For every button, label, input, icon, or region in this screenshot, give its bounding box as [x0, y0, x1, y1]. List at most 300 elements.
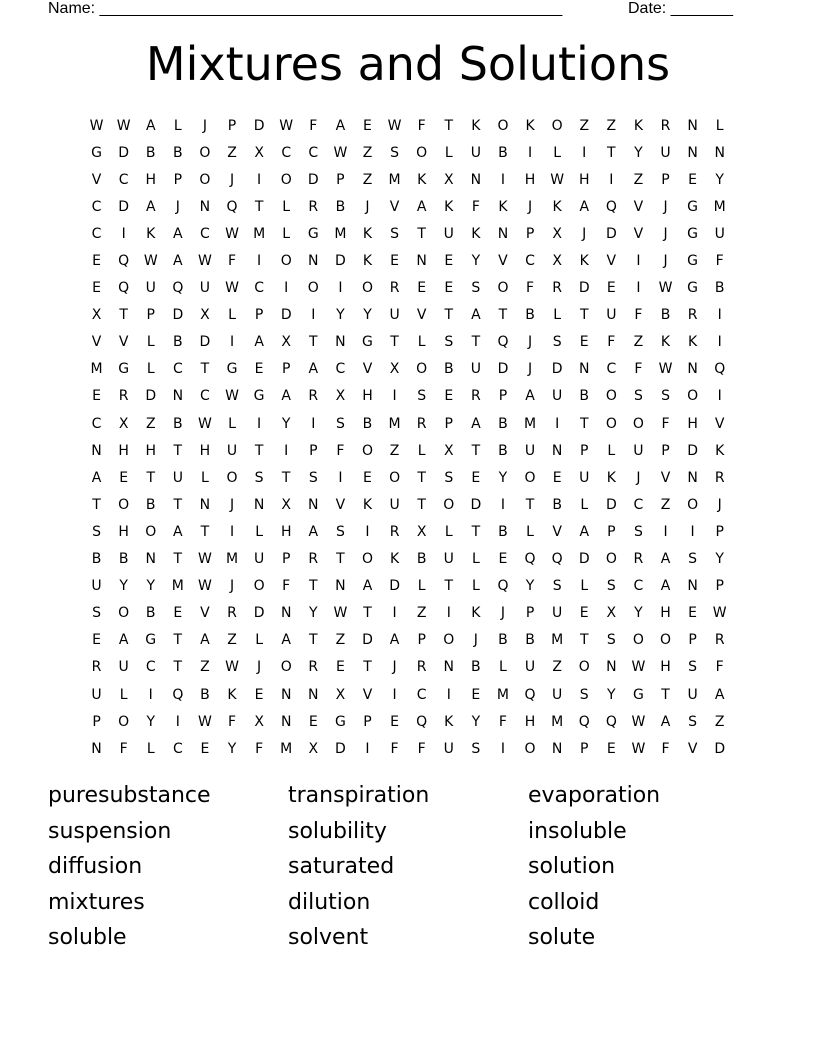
grid-letter: P — [173, 171, 183, 188]
grid-letter: C — [254, 280, 264, 297]
grid-letter: O — [660, 632, 672, 649]
grid-letter: I — [717, 334, 722, 351]
grid-letter: W — [550, 171, 565, 188]
grid-letter: S — [254, 469, 264, 486]
grid-letter: E — [363, 469, 372, 486]
grid-letter: Z — [227, 144, 237, 161]
grid-letter: U — [253, 551, 265, 568]
grid-letter: D — [199, 334, 211, 351]
grid-letter: Z — [362, 171, 373, 188]
grid-letter: O — [280, 253, 292, 270]
grid-letter: K — [471, 117, 481, 134]
grid-letter: C — [633, 496, 644, 513]
grid-letter: E — [444, 280, 454, 297]
grid-letter: W — [712, 605, 727, 622]
grid-letter: V — [606, 253, 617, 270]
grid-letter: O — [226, 469, 238, 486]
grid-letter: S — [417, 388, 427, 405]
grid-letter: A — [308, 361, 319, 378]
grid-letter: H — [145, 442, 156, 459]
grid-letter: S — [390, 144, 400, 161]
grid-letter: I — [284, 442, 289, 459]
grid-letter: K — [715, 442, 725, 459]
grid-letter: Q — [497, 334, 509, 351]
grid-letter: L — [228, 307, 236, 324]
grid-letter: R — [633, 551, 644, 568]
grid-letter: N — [687, 469, 698, 486]
grid-letter: K — [579, 253, 589, 270]
grid-letter: I — [500, 496, 506, 513]
grid-letter: I — [229, 334, 235, 351]
grid-letter: X — [443, 171, 454, 188]
grid-letter: C — [525, 253, 535, 270]
grid-letter: A — [173, 523, 183, 540]
grid-letter: D — [172, 307, 184, 324]
grid-letter: E — [471, 686, 481, 703]
grid-letter: Z — [714, 713, 725, 730]
grid-letter: T — [309, 578, 318, 595]
grid-letter: E — [363, 117, 372, 134]
grid-letter: N — [497, 225, 509, 242]
grid-letter: H — [280, 523, 292, 540]
grid-letter: T — [309, 632, 318, 649]
grid-letter: F — [227, 253, 237, 270]
grid-letter: O — [280, 659, 292, 676]
grid-letter: V — [362, 361, 373, 378]
grid-letter: N — [199, 496, 211, 513]
grid-letter: Q — [524, 551, 536, 568]
grid-letter: Z — [389, 442, 400, 459]
grid-letter: U — [91, 686, 102, 703]
grid-letter: L — [580, 578, 589, 595]
grid-letter: S — [633, 388, 643, 405]
grid-letter: P — [688, 632, 697, 649]
grid-letter: P — [444, 415, 453, 432]
grid-letter: L — [228, 415, 236, 432]
grid-letter: O — [497, 280, 509, 297]
grid-letter: B — [416, 551, 427, 568]
grid-letter: I — [257, 415, 262, 432]
grid-letter: I — [690, 523, 695, 540]
grid-letter: F — [498, 713, 507, 730]
grid-letter: L — [417, 442, 426, 459]
grid-letter: K — [444, 198, 454, 215]
grid-letter: B — [525, 632, 535, 649]
grid-letter: N — [687, 361, 698, 378]
grid-letter: K — [417, 171, 427, 188]
grid-letter: W — [198, 551, 212, 568]
grid-letter: U — [172, 469, 183, 486]
grid-letter: P — [227, 117, 237, 134]
word-list-item: soluble — [48, 925, 127, 951]
grid-letter: K — [362, 225, 373, 242]
grid-letter: O — [361, 280, 373, 297]
grid-letter: P — [309, 442, 318, 459]
grid-letter: F — [119, 740, 128, 757]
grid-letter: E — [92, 280, 101, 297]
grid-letter: H — [660, 605, 671, 622]
grid-letter: A — [389, 632, 400, 649]
grid-letter: F — [390, 740, 399, 757]
grid-letter: H — [362, 388, 373, 405]
grid-letter: B — [579, 388, 590, 405]
grid-letter: U — [524, 442, 536, 459]
grid-letter: M — [225, 551, 239, 568]
grid-letter: B — [498, 144, 508, 161]
grid-letter: B — [552, 496, 562, 513]
grid-letter: R — [308, 659, 319, 676]
grid-letter: Z — [416, 605, 427, 622]
grid-letter: K — [633, 117, 644, 134]
grid-letter: H — [687, 415, 698, 432]
grid-letter: N — [308, 686, 319, 703]
grid-letter: B — [498, 415, 508, 432]
grid-letter: O — [253, 578, 265, 595]
grid-letter: I — [311, 415, 316, 432]
grid-letter: S — [552, 578, 562, 595]
grid-letter: W — [279, 117, 294, 134]
grid-letter: F — [661, 740, 670, 757]
grid-letter: R — [389, 280, 400, 297]
grid-letter: V — [660, 469, 671, 486]
word-list-item: solvent — [288, 925, 369, 951]
grid-letter: S — [688, 713, 698, 730]
grid-letter: C — [172, 361, 183, 378]
grid-letter: R — [389, 523, 400, 540]
grid-letter: G — [307, 225, 319, 242]
grid-letter: U — [524, 659, 536, 676]
grid-letter: E — [200, 740, 210, 757]
grid-letter: A — [254, 334, 264, 351]
grid-letter: X — [335, 388, 346, 405]
grid-letter: V — [633, 225, 644, 242]
grid-letter: G — [91, 144, 102, 161]
grid-letter: Y — [336, 307, 345, 324]
grid-letter: W — [333, 144, 348, 161]
grid-letter: Y — [227, 740, 237, 757]
grid-letter: T — [92, 496, 101, 513]
grid-letter: N — [416, 253, 427, 270]
grid-letter: W — [658, 280, 673, 297]
grid-letter: I — [392, 686, 397, 703]
grid-letter: S — [579, 686, 589, 703]
grid-letter: Z — [633, 171, 644, 188]
grid-letter: J — [392, 659, 397, 676]
grid-letter: P — [92, 713, 101, 730]
grid-letter: N — [253, 496, 265, 513]
grid-letter: S — [688, 659, 698, 676]
grid-letter: D — [497, 361, 509, 378]
grid-letter: N — [687, 117, 698, 134]
grid-letter: Z — [362, 144, 373, 161]
header-fields — [48, 0, 748, 18]
grid-letter: N — [470, 171, 482, 188]
grid-letter: K — [498, 198, 508, 215]
grid-letter: F — [227, 713, 237, 730]
grid-letter: C — [416, 686, 427, 703]
grid-letter: P — [715, 523, 724, 540]
grid-letter: V — [200, 605, 210, 622]
grid-letter: N — [91, 442, 102, 459]
grid-letter: E — [444, 388, 454, 405]
grid-letter: B — [471, 659, 481, 676]
date-field: Date: _______ — [628, 0, 733, 17]
grid-letter: D — [551, 361, 563, 378]
grid-letter: P — [363, 713, 372, 730]
grid-letter: I — [663, 523, 668, 540]
grid-letter: B — [498, 632, 508, 649]
word-list-item: transpiration — [288, 783, 430, 808]
grid-letter: I — [609, 171, 614, 188]
grid-letter: S — [633, 523, 643, 540]
grid-letter: Y — [146, 713, 156, 730]
grid-letter: T — [254, 198, 264, 215]
grid-letter: I — [365, 740, 370, 757]
word-list-item: dilution — [288, 889, 371, 915]
grid-letter: M — [388, 171, 401, 188]
grid-letter: N — [91, 740, 102, 757]
word-list-item: puresubstance — [48, 783, 211, 808]
grid-letter: T — [309, 334, 318, 351]
grid-letter: U — [226, 442, 238, 459]
grid-letter: Y — [309, 605, 318, 622]
grid-letter: K — [606, 469, 616, 486]
grid-letter: I — [636, 280, 641, 297]
grid-letter: Y — [607, 686, 616, 703]
page-title: Mixtures and Solutions — [145, 37, 671, 91]
grid-letter: A — [579, 523, 590, 540]
grid-letter: O — [199, 144, 211, 161]
grid-letter: B — [498, 442, 508, 459]
grid-letter: L — [444, 523, 453, 540]
grid-letter: L — [417, 334, 426, 351]
grid-letter: N — [335, 334, 346, 351]
grid-letter: M — [171, 578, 184, 595]
grid-letter: O — [524, 740, 536, 757]
grid-letter: I — [229, 523, 235, 540]
grid-letter: R — [118, 388, 129, 405]
grid-letter: O — [605, 551, 617, 568]
grid-letter: S — [92, 605, 101, 622]
grid-letter: A — [525, 388, 535, 405]
grid-letter: S — [552, 334, 562, 351]
grid-letter: Z — [579, 117, 590, 134]
grid-letter: W — [631, 713, 646, 730]
grid-letter: D — [307, 171, 319, 188]
word-list-item: mixtures — [48, 889, 145, 915]
grid-letter: T — [417, 469, 426, 486]
grid-letter: H — [118, 523, 129, 540]
grid-letter: N — [551, 442, 563, 459]
grid-letter: O — [280, 171, 292, 188]
grid-letter: L — [201, 469, 209, 486]
grid-letter: C — [633, 578, 644, 595]
grid-letter: J — [175, 198, 180, 215]
grid-letter: O — [524, 469, 536, 486]
grid-letter: H — [145, 171, 156, 188]
grid-letter: W — [631, 740, 646, 757]
grid-letter: O — [443, 632, 455, 649]
grid-letter: T — [173, 442, 183, 459]
grid-letter: J — [663, 198, 668, 215]
grid-letter: I — [175, 713, 180, 730]
grid-letter: U — [552, 388, 563, 405]
grid-letter: B — [498, 523, 508, 540]
grid-letter: T — [363, 605, 372, 622]
grid-letter: R — [470, 388, 481, 405]
grid-letter: X — [254, 144, 264, 161]
grid-letter: V — [362, 686, 373, 703]
grid-letter: N — [172, 388, 184, 405]
grid-letter: B — [145, 605, 156, 622]
grid-letter: T — [444, 307, 454, 324]
grid-letter: I — [284, 280, 289, 297]
grid-letter: Y — [715, 551, 724, 568]
grid-letter: B — [173, 415, 183, 432]
grid-letter: U — [579, 469, 590, 486]
grid-letter: N — [280, 605, 292, 622]
grid-letter: A — [173, 253, 183, 270]
grid-letter: Z — [227, 632, 237, 649]
grid-letter: Y — [146, 578, 156, 595]
grid-letter: I — [148, 686, 153, 703]
grid-letter: L — [607, 442, 616, 459]
grid-letter: K — [525, 117, 535, 134]
grid-letter: G — [118, 361, 130, 378]
grid-letter: E — [390, 253, 399, 270]
grid-letter: O — [605, 388, 617, 405]
grid-letter: O — [687, 388, 699, 405]
grid-letter: A — [471, 415, 481, 432]
grid-letter: B — [660, 307, 671, 324]
grid-letter: R — [308, 551, 319, 568]
grid-letter: T — [498, 307, 508, 324]
grid-letter: A — [660, 578, 671, 595]
grid-letter: H — [524, 171, 536, 188]
grid-letter: M — [253, 225, 266, 242]
grid-letter: Y — [715, 171, 724, 188]
grid-letter: N — [578, 361, 590, 378]
grid-letter: B — [145, 496, 156, 513]
word-list — [48, 778, 768, 956]
grid-letter: I — [500, 171, 506, 188]
grid-letter: K — [362, 496, 373, 513]
grid-letter: S — [471, 740, 481, 757]
grid-letter: X — [281, 496, 291, 513]
word-list-item: solubility — [288, 818, 387, 844]
word-list-item: solute — [528, 925, 596, 951]
grid-letter: I — [446, 686, 451, 703]
grid-letter: A — [660, 551, 671, 568]
grid-letter: O — [416, 361, 428, 378]
grid-letter: D — [687, 442, 698, 459]
grid-letter: W — [143, 253, 158, 270]
grid-letter: W — [225, 388, 239, 405]
grid-letter: O — [551, 117, 563, 134]
grid-letter: Z — [633, 334, 644, 351]
grid-letter: T — [471, 442, 481, 459]
grid-letter: J — [527, 334, 533, 351]
grid-letter: L — [526, 523, 534, 540]
grid-letter: R — [227, 605, 237, 622]
grid-letter: T — [363, 659, 372, 676]
grid-letter: Y — [634, 144, 643, 161]
grid-letter: V — [714, 415, 725, 432]
grid-letter: B — [173, 334, 183, 351]
grid-letter: E — [444, 253, 454, 270]
grid-letter: I — [636, 253, 641, 270]
grid-letter: R — [416, 659, 427, 676]
grid-letter: D — [714, 740, 726, 757]
grid-letter: P — [146, 307, 155, 324]
grid-letter: E — [688, 605, 698, 622]
grid-letter: L — [146, 361, 155, 378]
grid-letter: E — [390, 713, 399, 730]
grid-letter: S — [390, 225, 400, 242]
grid-letter: E — [173, 605, 183, 622]
grid-letter: E — [308, 713, 318, 730]
grid-letter: C — [308, 144, 319, 161]
grid-letter: Q — [118, 253, 130, 270]
grid-letter: T — [119, 307, 128, 324]
grid-letter: E — [552, 469, 562, 486]
grid-letter: N — [199, 198, 211, 215]
grid-letter: K — [362, 253, 373, 270]
grid-letter: E — [471, 469, 481, 486]
grid-letter: W — [198, 415, 212, 432]
grid-letter: N — [335, 578, 346, 595]
grid-letter: U — [470, 361, 481, 378]
grid-letter: F — [417, 740, 426, 757]
grid-letter: M — [496, 686, 509, 703]
grid-letter: Q — [551, 551, 563, 568]
grid-letter: W — [225, 280, 239, 297]
grid-letter: F — [282, 578, 291, 595]
grid-letter: J — [663, 253, 668, 270]
grid-letter: K — [227, 686, 237, 703]
grid-letter: T — [417, 496, 426, 513]
grid-letter: J — [636, 469, 641, 486]
grid-letter: E — [254, 686, 264, 703]
grid-letter: H — [524, 713, 536, 730]
grid-letter: A — [145, 198, 156, 215]
grid-letter: C — [118, 171, 129, 188]
grid-letter: S — [606, 578, 616, 595]
grid-letter: A — [118, 632, 129, 649]
grid-letter: X — [118, 415, 129, 432]
grid-letter: Q — [416, 713, 428, 730]
grid-letter: N — [687, 144, 698, 161]
grid-letter: O — [307, 280, 319, 297]
grid-letter: K — [444, 713, 454, 730]
grid-letter: F — [715, 253, 724, 270]
grid-letter: D — [253, 117, 265, 134]
grid-letter: L — [417, 578, 426, 595]
grid-letter: Y — [525, 578, 535, 595]
grid-letter: I — [257, 253, 262, 270]
grid-letter: I — [311, 307, 316, 324]
grid-letter: U — [552, 605, 563, 622]
grid-letter: I — [365, 523, 370, 540]
grid-letter: E — [119, 469, 129, 486]
grid-letter: S — [335, 415, 345, 432]
grid-letter: Q — [172, 686, 184, 703]
grid-letter: H — [118, 442, 129, 459]
grid-letter: G — [687, 280, 699, 297]
grid-letter: P — [661, 171, 670, 188]
word-list-item: saturated — [288, 854, 395, 880]
letter-grid — [83, 112, 735, 762]
